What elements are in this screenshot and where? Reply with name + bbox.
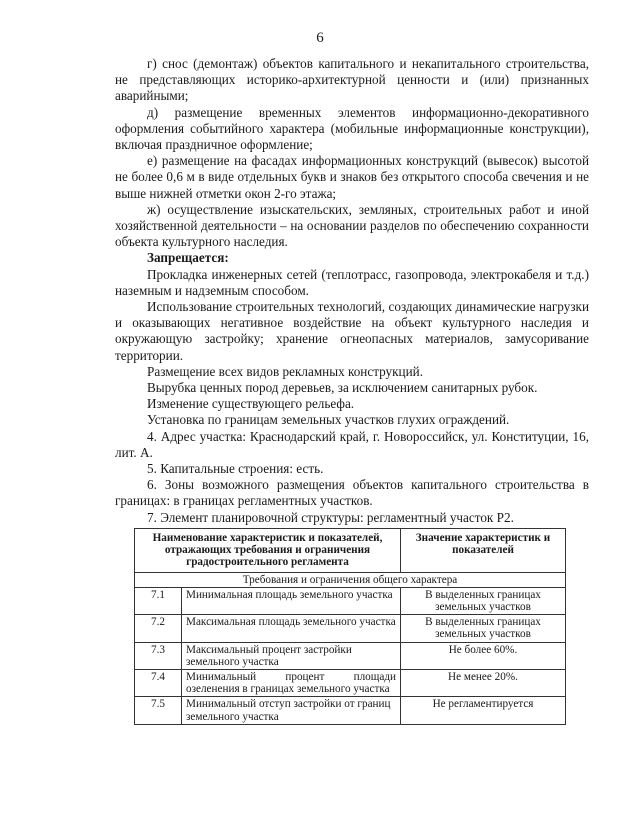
- prohibited-item: Установка по границам земельных участков глухих ограждений.: [147, 412, 510, 428]
- row-name: Максимальная площадь земельного участка: [182, 615, 401, 642]
- prohibited-heading: Запрещается:: [147, 250, 229, 266]
- prohibited-item: Прокладка инженерных сетей (теплотрасс, газопровода, электрокабеля и т.д.) наземным и надземным способом.: [115, 266, 589, 298]
- table-group-row: [135, 572, 566, 587]
- row-name: Максимальный процент застройки земельного участка: [182, 642, 401, 669]
- prohibited-item: Вырубка ценных пород деревьев, за исключением санитарных рубок.: [147, 380, 538, 396]
- row-value: Не регламентируется: [401, 697, 566, 724]
- row-number: 7.2: [135, 615, 182, 642]
- regulation-table: [134, 528, 566, 725]
- prohibited-item: Изменение существующего рельефа.: [147, 396, 355, 412]
- table-row: [135, 697, 566, 724]
- table-row: [135, 587, 566, 614]
- table-row: [135, 615, 566, 642]
- row-number: 7.1: [135, 587, 182, 614]
- row-value: Не более 60%.: [401, 642, 566, 669]
- header-value: Значение характеристик и показателей: [401, 529, 566, 573]
- numbered-item-7: 7. Элемент планировочной структуры: регламентный участок Р2.: [147, 509, 514, 525]
- table-row: [135, 642, 566, 669]
- row-value: Не менее 20%.: [401, 670, 566, 697]
- prohibited-item: Использование строительных технологий, создающих динамические нагрузки и оказывающих негативное воздействие на объект культурного наследия и окружающую застройку; хранение огнеопасных материалов, замусоривание территории.: [115, 299, 589, 363]
- row-name: Минимальная площадь земельного участка: [182, 587, 401, 614]
- numbered-item-6: 6. Зоны возможного размещения объектов капитального строительства в границах: в границах регламентных участков.: [115, 477, 589, 509]
- header-name: Наименование характеристик и показателей, отражающих требования и ограничения градостроительного регламента: [135, 529, 401, 573]
- page-number: 6: [316, 30, 324, 46]
- row-name: Минимальный отступ застройки от границ земельного участка: [182, 697, 401, 724]
- row-number: 7.4: [135, 670, 182, 697]
- row-value: В выделенных границах земельных участков: [401, 615, 566, 642]
- row-number: 7.5: [135, 697, 182, 724]
- table-row: [135, 670, 566, 697]
- document-body: [115, 56, 589, 526]
- row-value: В выделенных границах земельных участков: [401, 587, 566, 614]
- group-label: Требования и ограничения общего характера: [135, 572, 566, 587]
- paragraph-zh: ж) осуществление изыскательских, земляных, строительных работ и иной хозяйственной деятельности – на основании разделов по обеспечению сохранности объекта культурного наследия.: [115, 201, 589, 250]
- numbered-item-4: 4. Адрес участка: Краснодарский край, г. Новороссийск, ул. Конституции, 16, лит. А.: [115, 428, 589, 460]
- prohibited-item: Размещение всех видов рекламных конструкций.: [147, 363, 424, 379]
- paragraph-d: д) размещение временных элементов информационно-декоративного оформления событийного характера (мобильные информационные конструкции), включая праздничное оформление;: [115, 104, 589, 153]
- row-name: Минимальный процент площади озеленения в границах земельного участка: [182, 670, 401, 697]
- paragraph-e: е) размещение на фасадах информационных конструкций (вывесок) высотой не более 0,6 м в виде отдельных букв и знаков без открытого способа свечения и не выше нижней отметки окон 2-го этажа;: [115, 153, 589, 201]
- table-header-row: [135, 529, 566, 573]
- row-number: 7.3: [135, 642, 182, 669]
- paragraph-g: г) снос (демонтаж) объектов капитального и некапитального строительства, не представляющих историко-архитектурной ценности и (или) признанных аварийными;: [115, 56, 589, 104]
- numbered-item-5: 5. Капитальные строения: есть.: [147, 461, 324, 477]
